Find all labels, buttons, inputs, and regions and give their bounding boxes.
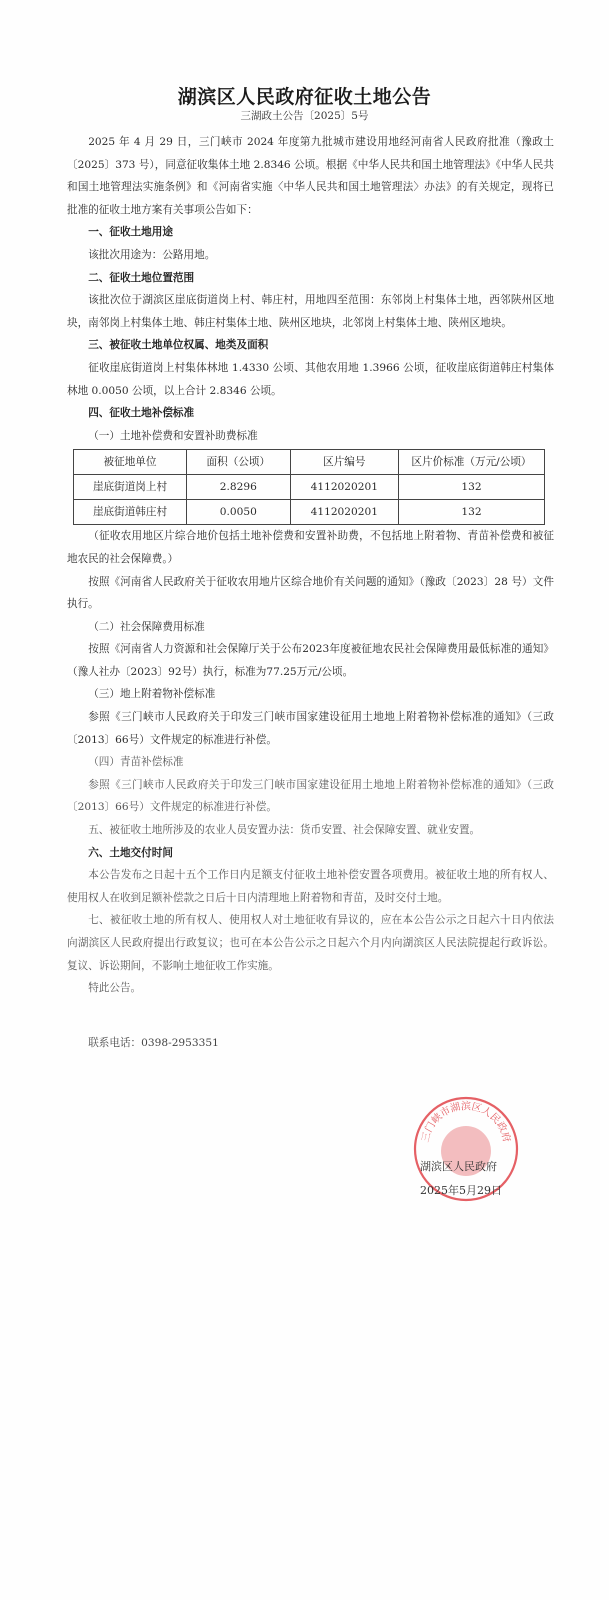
table-row: [74, 500, 545, 525]
document-number: 三湖政土公告〔2025〕5号: [240, 110, 369, 122]
section-4-4-heading: （四）青苗补偿标准: [88, 756, 184, 769]
cell-unit: 崖底街道岗上村: [74, 475, 187, 500]
section-4-heading: 四、征收土地补偿标准: [88, 407, 195, 420]
table-header-row: [74, 450, 545, 475]
section-4-2-text: 按照《河南省人力资源和社会保障厅关于公布2023年度被征地农民社会保障费用最低标准的通知》（豫人社办〔2023〕92号）执行，标准为77.25万元/公顷。: [67, 643, 554, 678]
section-2-text: 该批次位于湖滨区崖底街道岗上村、韩庄村，用地四至范围：东邻岗上村集体土地，西邻陕州区地块，南邻岗上村集体土地、韩庄村集体土地、陕州区地块，北邻岗上村集体土地、陕州区地块。: [67, 294, 554, 329]
section-7-text: 七、被征收土地的所有权人、使用权人对土地征收有异议的，应在本公告公示之日起六十日内依法向湖滨区人民政府提出行政复议；也可在本公告公示之日起六个月内向湖滨区人民法院提起行政诉讼。复议、诉讼期间，不影响土地征收工作实施。: [67, 914, 554, 972]
column-header-zone-code: 区片编号: [290, 450, 398, 475]
section-4-2-heading: （二）社会保障费用标准: [88, 620, 205, 633]
table-row: [74, 475, 545, 500]
section-1-heading: 一、征收土地用途: [88, 226, 173, 239]
table-note: （征收农用地区片综合地价包括土地补偿费和安置补助费，不包括地上附着物、青苗补偿费和被征地农民的社会保障费。）: [67, 530, 554, 565]
intro-paragraph: 2025 年 4 月 29 日，三门峡市 2024 年度第九批城市建设用地经河南省人民政府批准（豫政土〔2025〕373 号），同意征收集体土地 2.8346 公顷。根据《中华人民共和国土地管理法》《中华人民共和国土地管理法实施条例》和《河南省实施〈中华人民共和国土地管理法〉办法》的有关规定，现将已批准的征收土地方案有关事项公告如下：: [67, 136, 554, 216]
cell-area: 0.0050: [187, 500, 291, 525]
section-3-text: 征收崖底街道岗上村集体林地 1.4330 公顷、其他农用地 1.3966 公顷，征收崖底街道韩庄村集体林地 0.0050 公顷，以上合计 2.8346 公顷。: [67, 361, 554, 397]
contact-phone: 联系电话：0398-2953351: [88, 1036, 219, 1049]
compensation-table: [73, 449, 545, 525]
column-header-area: 面积（公顷）: [187, 450, 291, 475]
document-body: [67, 131, 554, 1054]
signature-org: 湖滨区人民政府: [420, 1160, 497, 1173]
seal-arc-text: 三门峡市湖滨区人民政府: [420, 1101, 512, 1144]
section-5-text: 五、被征收土地所涉及的农业人员安置办法：货币安置、社会保障安置、就业安置。: [88, 824, 481, 837]
section-4-3-text: 参照《三门峡市人民政府关于印发三门峡市国家建设征用土地地上附着物补偿标准的通知》（三政〔2013〕66号）文件规定的标准进行补偿。: [67, 711, 554, 746]
section-4-3-heading: （三）地上附着物补偿标准: [88, 688, 216, 701]
section-3-heading: 三、被征收土地单位权属、地类及面积: [88, 339, 269, 352]
document-title: 湖滨区人民政府征收土地公告: [177, 86, 432, 108]
section-2-heading: 二、征收土地位置范围: [88, 271, 195, 284]
closing-text: 特此公告。: [88, 982, 142, 995]
section-4-4-text: 参照《三门峡市人民政府关于印发三门峡市国家建设征用土地地上附着物补偿标准的通知》（三政〔2013〕66号）文件规定的标准进行补偿。: [67, 778, 554, 814]
section-6-heading: 六、土地交付时间: [88, 846, 173, 859]
cell-price: 132: [398, 475, 544, 500]
cell-zone-code: 4112020201: [290, 500, 398, 525]
column-header-price: 区片价标准（万元/公顷）: [398, 450, 544, 475]
cell-unit: 崖底街道韩庄村: [74, 500, 187, 525]
section-4-1-heading: （一）土地补偿费和安置补助费标准: [88, 429, 258, 442]
signature-date: 2025年5月29日: [420, 1184, 502, 1197]
section-1-text: 该批次用途为：公路用地。: [88, 248, 216, 261]
cell-area: 2.8296: [187, 475, 291, 500]
section-6-text: 本公告发布之日起十五个工作日内足额支付征收土地补偿安置各项费用。被征收土地的所有权人、使用权人在收到足额补偿款之日后十日内清理地上附着物和青苗，及时交付土地。: [67, 869, 554, 904]
table-basis: 按照《河南省人民政府关于征收农用地片区综合地价有关问题的通知》（豫政〔2023〕28 号）文件执行。: [67, 575, 554, 611]
column-header-unit: 被征地单位: [74, 450, 187, 475]
cell-price: 132: [398, 500, 544, 525]
cell-zone-code: 4112020201: [290, 475, 398, 500]
